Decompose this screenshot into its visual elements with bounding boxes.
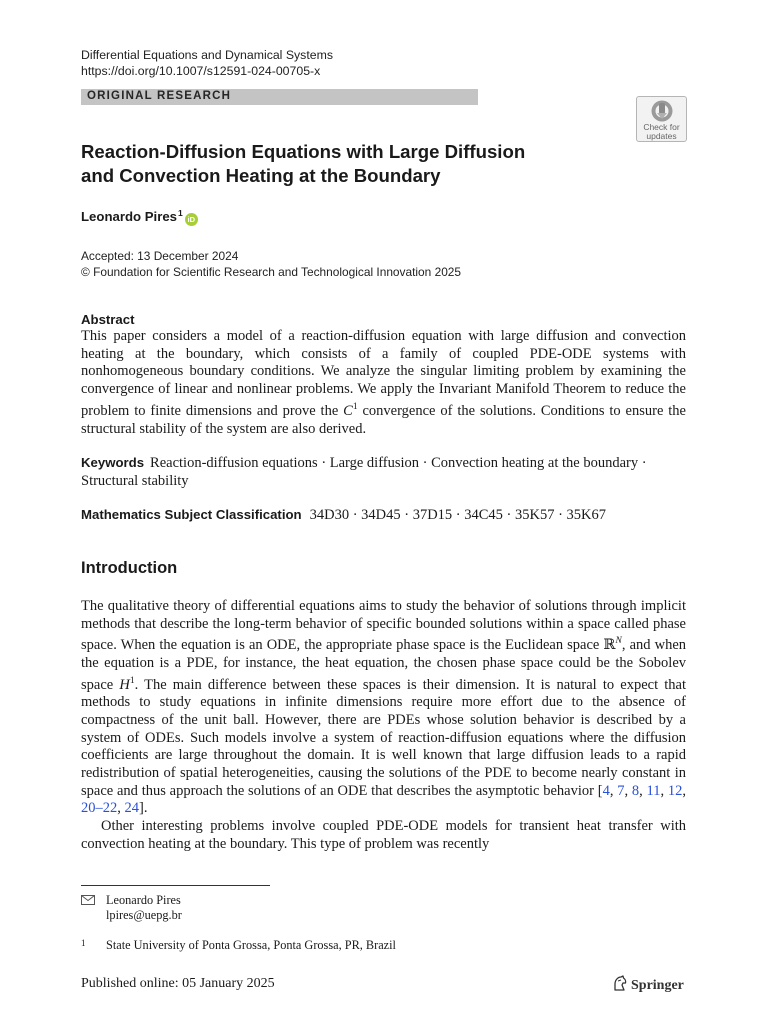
publisher-name: Springer [631, 978, 684, 993]
citation-link[interactable]: 24 [124, 800, 139, 817]
badge-line-2: updates [646, 131, 677, 141]
journal-header [81, 48, 333, 79]
envelope-icon [81, 895, 95, 905]
check-for-updates-label [637, 123, 686, 141]
math-h: H [119, 676, 130, 693]
keywords-label: Keywords [81, 455, 145, 470]
contact-email[interactable]: lpires@uepg.br [106, 907, 182, 922]
citation-link[interactable]: 8 [631, 782, 640, 799]
msc-label: Mathematics Subject Classification [81, 507, 302, 522]
intro-p1-text-c: . The main difference between these spaces is their dimension. It is natural to expect that methods to study equations in infinite dimensions require more effort due to the absence of compactness of the unit ball. However, there are PDEs whose solution behavior is described by a system of ODEs. Such models involve a system of reaction-diffusion equations where the diffusion coefficients are large throughout the domain. It is well known that large diffusion leads to a rapid redistribution of spatial heterogeneities, causing the solutions of the PDE to become nearly constant in space and thus approach the solutions of an ODE that describes the asymptotic behavior [ [81, 676, 686, 799]
author-name[interactable]: Leonardo Pires [81, 209, 178, 224]
check-for-updates-icon [649, 99, 675, 123]
contact-name: Leonardo Pires [106, 893, 181, 907]
copyright-line: © Foundation for Scientific Research and Technological Innovation 2025 [81, 264, 462, 279]
category-label: ORIGINAL RESEARCH [87, 90, 232, 102]
math-r-sup: N [615, 636, 622, 647]
author-affiliation-mark: 1 [178, 208, 183, 218]
math-r: ℝ [603, 637, 616, 654]
msc-codes: 34D30 · 34D45 · 37D15 · 34C45 · 35K57 · 35K67 [309, 507, 607, 523]
publisher-logo[interactable] [612, 975, 684, 994]
title-line-2: and Convection Heating at the Boundary [81, 164, 441, 186]
section-heading-introduction: Introduction [81, 559, 178, 577]
citation-link[interactable]: 12 [667, 782, 683, 799]
author-line [81, 208, 198, 226]
citation-link[interactable]: 4 [602, 782, 610, 799]
intro-p1-text-b: , and when the equation is a PDE, for instance, the heat equation, the chosen phase space could be the Sobolev space [81, 637, 687, 693]
math-c: C [343, 402, 353, 419]
citation-link[interactable]: 11 [646, 782, 661, 799]
journal-name: Differential Equations and Dynamical Systems [81, 48, 333, 62]
abstract-text-a: This paper considers a model of a reaction-diffusion equation with large diffusion and convection heating at the boundary, which consists of a family of coupled PDE-ODE systems with nonhomogeneous boundary conditions. We analyze the singular limiting problem by examining the convergence of linear and nonlinear problems. We apply the Invariant Manifold Theorem to reduce the problem to finite dimensions and prove the [81, 328, 686, 419]
keywords-text: Reaction-diffusion equations · Large diffusion · Convection heating at the boundary · Structural stability [81, 455, 647, 489]
intro-paragraph-1: The qualitative theory of differential equations aims to study the behavior of solutions through implicit methods that describe the long-term behavior of specific bounded solutions within a space called phase space. When the equation is an ODE, the appropriate phase space is the Euclidean space ℝ$^N$, and when the equation is a PDE, for instance, the heat equation, the chosen phase space could be the Sobolev space $H^1$. The main difference between these spaces is their dimension. It is natural to expect that methods to study equations in infinite dimensions require more effort due to the absence of compactness of the unit ball. However, there are PDEs whose solution behavior is described by a system of ODEs. Such models involve a system of reaction-diffusion equations where the diffusion coefficients are large throughout the domain. It is well known that large diffusion leads to a rapid redistribution of spatial heterogeneities, causing the solutions of the PDE to become nearly constant in space and thus approach the solutions of an ODE that describes the asymptotic behavior [4, 7, 8, 11, 12, 20–22, 24]. [81, 598, 687, 817]
abstract-text-b: convergence of the solutions. Conditions to ensure the structural stability of the system are also derived. [81, 402, 686, 437]
affiliation-footnote [81, 936, 396, 953]
affiliation-text: State University of Ponta Grossa, Ponta Grossa, PR, Brazil [106, 938, 396, 952]
citation-link[interactable]: 20–22 [81, 800, 118, 817]
math-c-sup: 1 [352, 401, 358, 412]
doi-link[interactable]: https://doi.org/10.1007/s12591-024-00705-x [81, 63, 321, 78]
intro-p1-end: ]. [139, 800, 148, 817]
introduction-body [81, 598, 686, 853]
title-line-1: Reaction-Diffusion Equations with Large Diffusion [81, 141, 526, 162]
accepted-date: Accepted: 13 December 2024 [81, 249, 239, 263]
published-online: Published online: 05 January 2025 [81, 976, 275, 991]
abstract-heading: Abstract [81, 312, 135, 327]
msc-classification [81, 506, 686, 525]
check-for-updates-badge[interactable] [636, 96, 687, 142]
footnote-rule [81, 885, 270, 886]
affiliation-number: 1 [81, 938, 86, 948]
citation-link[interactable]: 7 [617, 782, 625, 799]
paper-title [81, 140, 601, 187]
keywords [81, 454, 686, 490]
abstract-text [81, 328, 686, 438]
article-meta [81, 249, 461, 280]
corresponding-author [81, 893, 182, 922]
badge-line-1: Check for [643, 122, 680, 132]
category-bar [81, 89, 478, 105]
intro-p1-text-a: The qualitative theory of differential equations aims to study the behavior of solutions through implicit methods that describe the long-term behavior of specific bounded solutions within a space called phase space. When the equation is an ODE, the appropriate phase space is the Euclidean space [81, 598, 686, 654]
intro-paragraph-2: Other interesting problems involve coupled PDE-ODE models for transient heat transfer with convection heating at the boundary. This type of problem was recently [81, 817, 686, 852]
math-h-sup: 1 [129, 675, 135, 686]
orcid-icon[interactable]: iD [185, 213, 198, 226]
springer-horse-icon [612, 975, 628, 992]
